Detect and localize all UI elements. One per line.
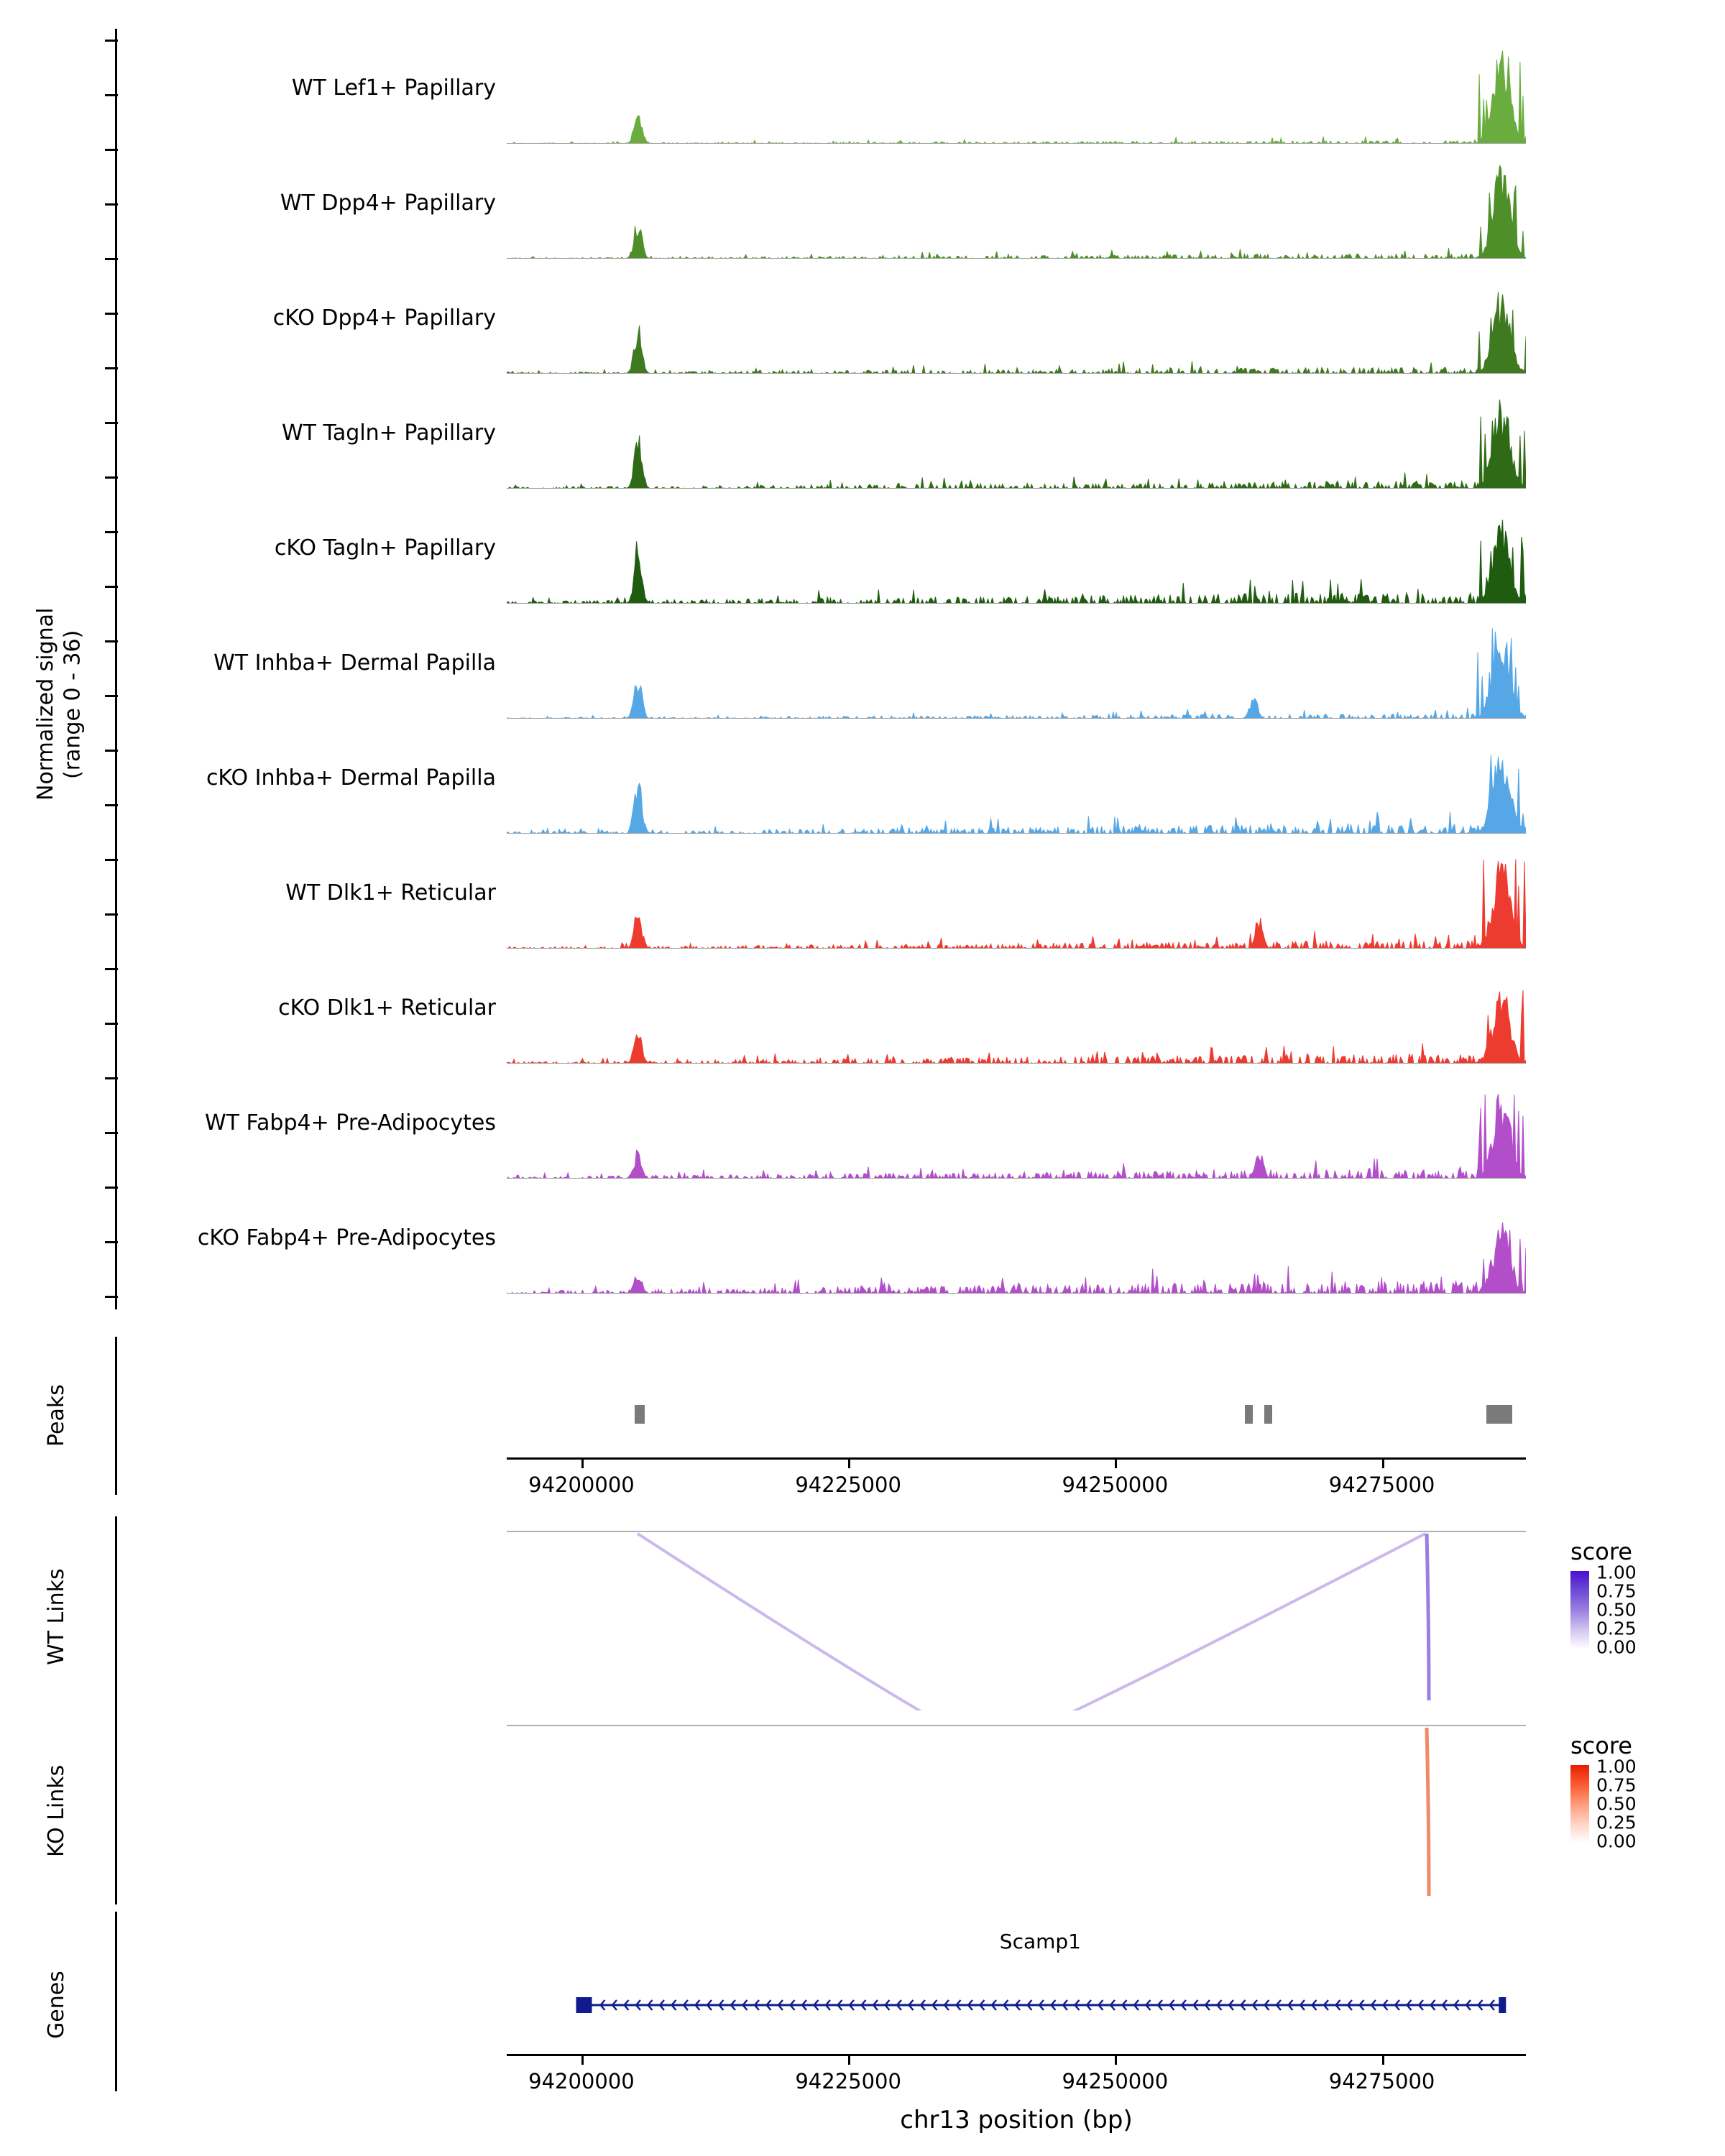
y-axis-tick: [105, 695, 118, 697]
ko-legend-tick-1: 1.00: [1596, 1756, 1637, 1777]
peaks-panel-rule: [115, 1337, 117, 1495]
signal-area: [507, 292, 1526, 374]
signal-track-wt-fabp4-pre-adipocytes: [507, 1085, 1526, 1179]
peaks-panel-title: Peaks: [44, 1384, 69, 1447]
track-label-cko-dpp4-papillary: cKO Dpp4+ Papillary: [272, 305, 496, 331]
signal-path-svg: [507, 1200, 1526, 1294]
track-label-cko-dlk1-reticular: cKO Dlk1+ Reticular: [278, 995, 496, 1021]
x-axis-tick: [848, 2056, 850, 2065]
wt-legend-tick-5: 0.00: [1596, 1636, 1637, 1658]
signal-track-wt-tagln-papillary: [507, 395, 1526, 489]
ko-legend-tick-3: 0.50: [1596, 1793, 1637, 1815]
signal-track-wt-dlk1-reticular: [507, 855, 1526, 949]
wt-links-panel: [507, 1531, 1526, 1710]
y-axis-tick: [105, 313, 118, 315]
track-baseline: [507, 143, 1526, 144]
signal-track-cko-tagln-papillary: [507, 510, 1526, 604]
wt-links-panel-title: WT Links: [44, 1568, 69, 1666]
signal-path-svg: [507, 970, 1526, 1064]
x-axis-tick: [581, 1460, 584, 1468]
gene-model-panel: [507, 1984, 1526, 2027]
y-axis-tick: [105, 1132, 118, 1134]
peak-marker: [1264, 1405, 1271, 1424]
peak-marker: [1486, 1405, 1512, 1424]
signal-area: [507, 51, 1526, 144]
peaks-row: [507, 1405, 1526, 1424]
signal-track-cko-dlk1-reticular: [507, 970, 1526, 1064]
ko-links-legend: [1570, 1732, 1637, 1852]
y-axis-tick: [105, 859, 118, 861]
ko-legend-title: score: [1570, 1732, 1632, 1759]
ko-legend-tick-2: 0.75: [1596, 1774, 1637, 1796]
y-axis-tick: [105, 968, 118, 970]
signal-area: [507, 860, 1526, 949]
y-axis-title-line2: (range 0 - 36): [60, 630, 86, 779]
signal-track-cko-inhba-dermal-papilla: [507, 740, 1526, 834]
signal-track-wt-dpp4-papillary: [507, 165, 1526, 259]
signal-area: [507, 520, 1526, 604]
x-axis-tick-label: 94225000: [795, 2069, 901, 2093]
ko-legend-tick-5: 0.00: [1596, 1830, 1637, 1852]
x-axis-tick: [848, 1460, 850, 1468]
signal-path-svg: [507, 165, 1526, 259]
ko-links-svg: [507, 1725, 1526, 1904]
x-axis-tick-label: 94275000: [1328, 1473, 1435, 1497]
track-baseline: [507, 1178, 1526, 1179]
y-axis-tick: [105, 367, 118, 369]
wt-links-top-rule: [507, 1531, 1526, 1532]
gene-exon: [576, 1997, 592, 2013]
signal-area: [507, 165, 1526, 259]
track-baseline: [507, 833, 1526, 834]
track-baseline: [507, 948, 1526, 949]
wt-legend-tick-4: 0.25: [1596, 1618, 1637, 1639]
wt-links-legend: [1570, 1538, 1637, 1658]
ko-links-top-rule: [507, 1725, 1526, 1726]
signal-area: [507, 628, 1526, 719]
track-baseline: [507, 373, 1526, 374]
wt-link-arc-long: [638, 1534, 1425, 1710]
signal-area: [507, 755, 1526, 834]
x-axis-tick: [581, 2056, 584, 2065]
x-axis-tick: [1115, 2056, 1117, 2065]
signal-path-svg: [507, 1085, 1526, 1179]
track-label-wt-lef1-papillary: WT Lef1+ Papillary: [291, 75, 496, 101]
track-label-cko-fabp4-pre-adipocytes: cKO Fabp4+ Pre-Adipocytes: [197, 1225, 496, 1250]
x-axis-tick: [1382, 2056, 1384, 2065]
signal-track-wt-inhba-dermal-papilla: [507, 625, 1526, 719]
ko-legend-tick-4: 0.25: [1596, 1812, 1637, 1833]
y-axis-tick: [105, 258, 118, 260]
track-baseline: [507, 258, 1526, 259]
y-axis-tick: [105, 94, 118, 96]
signal-track-cko-fabp4-pre-adipocytes: [507, 1200, 1526, 1294]
ko-legend-colorbar: [1570, 1765, 1589, 1843]
y-axis-tick: [105, 750, 118, 752]
x-axis-tick: [1382, 1460, 1384, 1468]
y-axis-tick: [105, 40, 118, 42]
gene-name-scamp1: Scamp1: [999, 1930, 1082, 1953]
signal-path-svg: [507, 855, 1526, 949]
track-baseline: [507, 603, 1526, 604]
ko-link-arc-short: [1427, 1728, 1429, 1896]
y-axis-tick: [105, 203, 118, 206]
x-axis-line-bottom: [507, 2054, 1526, 2056]
y-axis-tick: [105, 1241, 118, 1243]
track-label-wt-inhba-dermal-papilla: WT Inhba+ Dermal Papilla: [213, 650, 496, 676]
track-label-wt-dlk1-reticular: WT Dlk1+ Reticular: [285, 880, 496, 906]
x-axis-title: chr13 position (bp): [900, 2106, 1133, 2134]
wt-legend-title: score: [1570, 1538, 1632, 1565]
track-baseline: [507, 1063, 1526, 1064]
gene-model-svg: [507, 1984, 1526, 2027]
wt-legend-tick-2: 0.75: [1596, 1580, 1637, 1602]
y-axis-tick: [105, 531, 118, 533]
track-label-wt-fabp4-pre-adipocytes: WT Fabp4+ Pre-Adipocytes: [205, 1110, 496, 1135]
y-axis-tick: [105, 1296, 118, 1298]
x-axis-tick-label: 94275000: [1328, 2069, 1435, 2093]
wt-links-svg: [507, 1531, 1526, 1710]
signal-path-svg: [507, 510, 1526, 604]
y-axis-tick: [105, 804, 118, 806]
x-axis-tick-label: 94200000: [528, 1473, 635, 1497]
genes-panel-title: Genes: [44, 1971, 69, 2040]
y-axis-tick: [105, 149, 118, 151]
peak-marker: [635, 1405, 644, 1424]
x-axis-tick-label: 94250000: [1062, 2069, 1169, 2093]
signal-path-svg: [507, 395, 1526, 489]
wt-link-arc-short: [1427, 1534, 1429, 1700]
genes-panel-rule: [115, 1912, 117, 2091]
track-label-wt-dpp4-papillary: WT Dpp4+ Papillary: [280, 190, 496, 216]
x-axis-tick: [1115, 1460, 1117, 1468]
signal-area: [507, 1094, 1526, 1179]
ko-links-panel: [507, 1725, 1526, 1904]
y-axis-tick: [105, 476, 118, 479]
y-axis-tick: [105, 1187, 118, 1189]
x-axis-tick-label: 94225000: [795, 1473, 901, 1497]
x-axis-line-top: [507, 1457, 1526, 1460]
signal-track-wt-lef1-papillary: [507, 50, 1526, 144]
track-baseline: [507, 718, 1526, 719]
gene-exon: [1499, 1997, 1506, 2013]
signal-path-svg: [507, 280, 1526, 374]
y-axis-tick: [105, 640, 118, 642]
wt-legend-colorbar: [1570, 1571, 1589, 1649]
y-axis-title: [32, 503, 88, 906]
wt-legend-tick-3: 0.50: [1596, 1599, 1637, 1621]
signal-area: [507, 400, 1526, 489]
ko-links-panel-title: KO Links: [44, 1764, 69, 1858]
x-axis-tick-label: 94200000: [528, 2069, 635, 2093]
signal-area: [507, 1222, 1526, 1294]
signal-panel-rule: [115, 29, 117, 1309]
track-label-wt-tagln-papillary: WT Tagln+ Papillary: [282, 420, 496, 446]
y-axis-tick: [105, 913, 118, 916]
track-baseline: [507, 488, 1526, 489]
x-axis-tick-label: 94250000: [1062, 1473, 1169, 1497]
track-label-cko-tagln-papillary: cKO Tagln+ Papillary: [274, 535, 496, 561]
y-axis-tick: [105, 1023, 118, 1025]
y-axis-tick: [105, 586, 118, 588]
ko-links-panel-rule: [115, 1710, 117, 1904]
signal-area: [507, 990, 1526, 1064]
y-axis-title-line1: Normalized signal: [33, 607, 58, 801]
y-axis-tick: [105, 1077, 118, 1079]
wt-legend-tick-1: 1.00: [1596, 1562, 1637, 1583]
signal-path-svg: [507, 50, 1526, 144]
track-baseline: [507, 1293, 1526, 1294]
wt-links-panel-rule: [115, 1516, 117, 1710]
peak-marker: [1245, 1405, 1252, 1424]
signal-path-svg: [507, 740, 1526, 834]
y-axis-tick: [105, 422, 118, 424]
signal-track-cko-dpp4-papillary: [507, 280, 1526, 374]
track-label-cko-inhba-dermal-papilla: cKO Inhba+ Dermal Papilla: [206, 765, 496, 791]
signal-path-svg: [507, 625, 1526, 719]
